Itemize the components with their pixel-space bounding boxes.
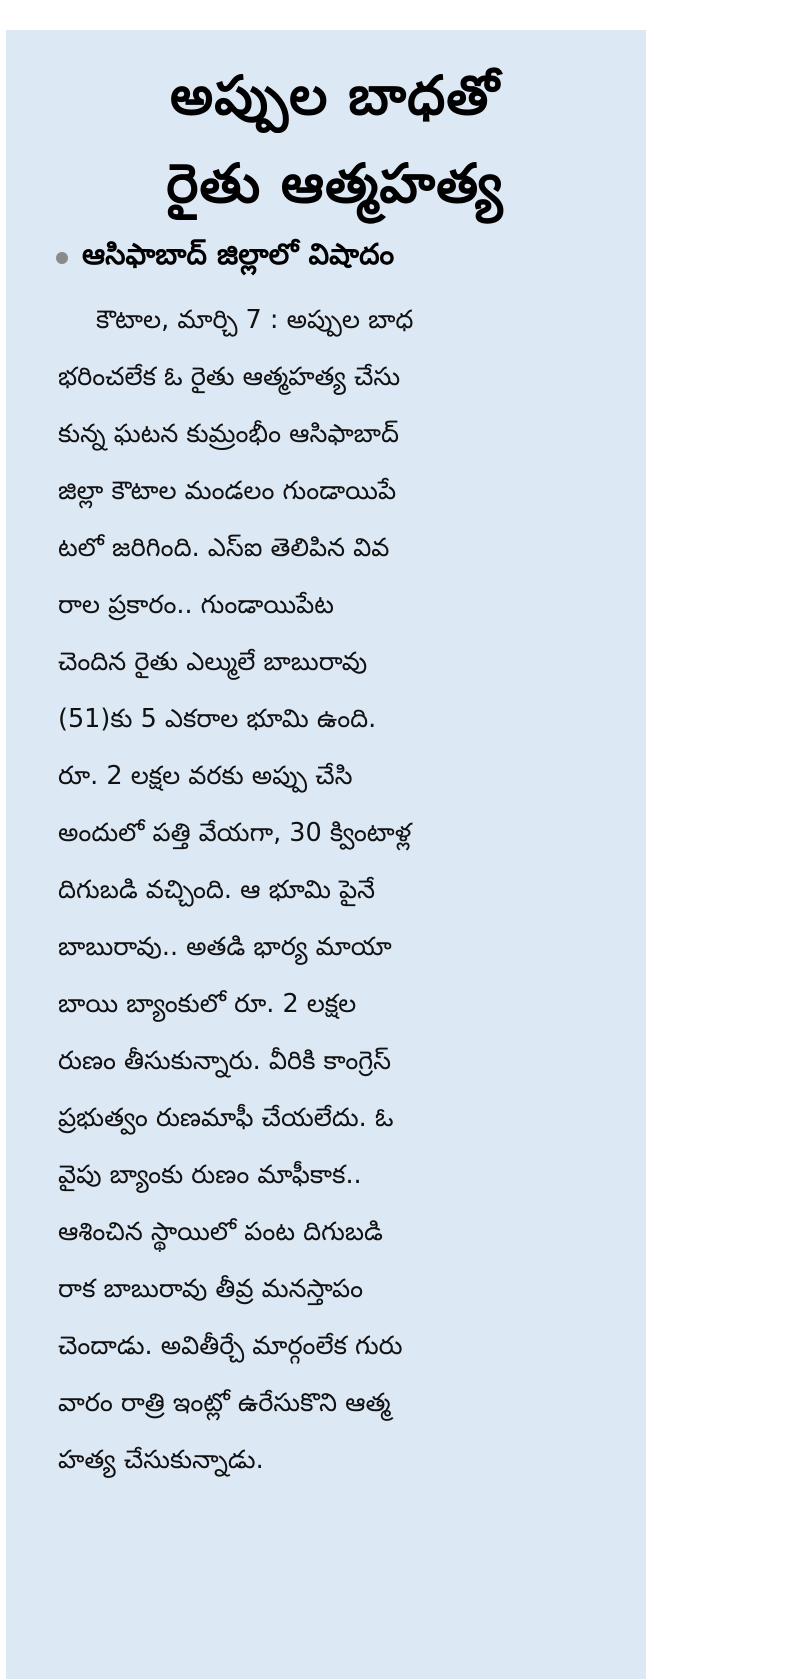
body-line: జిల్లా కౌటాల మండలం గుండాయిపే xyxy=(58,476,397,506)
body-line: భరించలేక ఓ రైతు ఆత్మహత్య చేసు xyxy=(58,362,401,392)
body-line: కౌటాల, మార్చి 7 : అప్పుల బాధ xyxy=(96,305,414,335)
article-body xyxy=(58,292,612,1489)
subheading xyxy=(56,232,612,284)
headline xyxy=(58,30,612,228)
body-line: బాయి బ్యాంకులో రూ. 2 లక్షల xyxy=(58,989,357,1019)
body-line: ప్రభుత్వం రుణమాఫీ చేయలేదు. ఓ xyxy=(58,1103,394,1133)
body-line: చెందాడు. అవితీర్చే మార్గంలేక గురు xyxy=(58,1331,403,1361)
body-line: (51)కు 5 ఎకరాల భూమి ఉంది. xyxy=(58,704,377,734)
body-line: రుణం తీసుకున్నారు. వీరికి కాంగ్రెస్ xyxy=(58,1046,392,1076)
body-line: ఆశించిన స్థాయిలో పంట దిగుబడి xyxy=(58,1217,383,1247)
body-line: వారం రాత్రి ఇంట్లో ఉరేసుకొని ఆత్మ xyxy=(58,1388,391,1418)
body-line: దిగుబడి వచ్చింది. ఆ భూమి పైనే xyxy=(58,875,376,905)
bullet-icon xyxy=(56,252,68,264)
body-line: హత్య చేసుకున్నాడు. xyxy=(58,1445,264,1475)
body-line: రూ. 2 లక్షల వరకు అప్పు చేసి xyxy=(58,761,353,791)
subheading-text: ఆసిఫాబాద్ జిల్లాలో విషాదం xyxy=(82,237,395,271)
body-line: కున్న ఘటన కుమ్రంభీం ఆసిఫాబాద్ xyxy=(58,419,400,449)
headline-line-1: అప్పుల బాధతో xyxy=(170,64,500,127)
body-line: టలో జరిగింది. ఎస్ఐ తెలిపిన వివ xyxy=(58,533,390,563)
body-line: చెందిన రైతు ఎల్ములే బాబురావు xyxy=(58,647,368,677)
headline-line-2: రైతు ఆత్మహత్య xyxy=(166,152,504,215)
news-clipping xyxy=(6,30,646,1679)
body-line: వైపు బ్యాంకు రుణం మాఫీకాక.. xyxy=(58,1160,362,1190)
body-line: రాల ప్రకారం.. గుండాయిపేట xyxy=(58,590,334,620)
body-line: రాక బాబురావు తీవ్ర మనస్తాపం xyxy=(58,1274,364,1304)
body-line: బాబురావు.. అతడి భార్య మాయా xyxy=(58,932,392,962)
body-line: అందులో పత్తి వేయగా, 30 క్వింటాళ్ల xyxy=(58,818,412,848)
